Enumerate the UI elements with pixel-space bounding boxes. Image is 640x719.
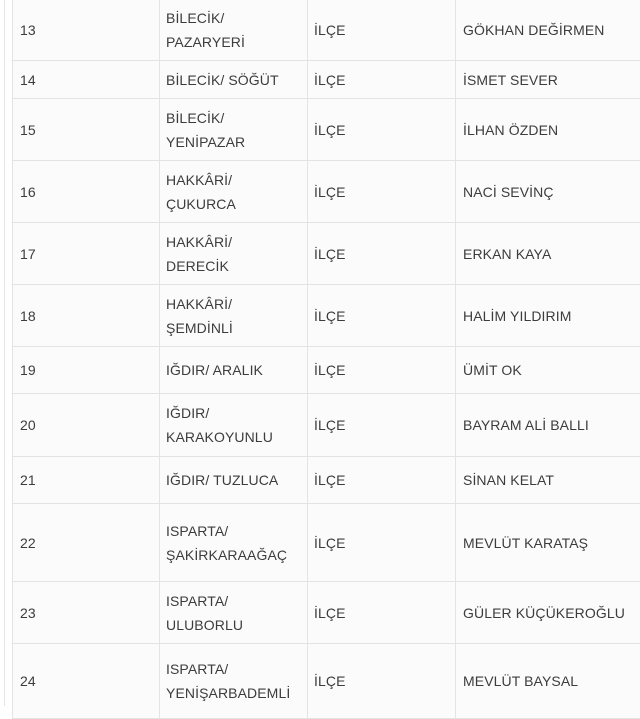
type-cell: İLÇE — [308, 99, 456, 161]
table-row — [13, 223, 640, 285]
candidate-name: GÜLER KÜÇÜKEROĞLU — [456, 582, 640, 644]
candidate-name: GÖKHAN DEĞİRMEN — [456, 0, 640, 61]
location-cell — [160, 457, 308, 504]
table-row — [13, 285, 640, 347]
type-cell: İLÇE — [308, 644, 456, 719]
row-number: 16 — [13, 161, 160, 223]
candidate-name: MEVLÜT BAYSAL — [456, 644, 640, 719]
row-number: 24 — [13, 644, 160, 719]
table-row — [13, 644, 640, 719]
candidate-name: İSMET SEVER — [456, 61, 640, 99]
row-number: 14 — [13, 61, 160, 99]
district: DERECİK — [166, 254, 299, 278]
province-district: BİLECİK/ SÖĞÜT — [166, 68, 299, 92]
candidate-table-container — [12, 0, 629, 719]
province-district: IĞDIR/ TUZLUCA — [166, 468, 299, 492]
location-cell — [160, 504, 308, 582]
row-number: 17 — [13, 223, 160, 285]
location-cell — [160, 285, 308, 347]
candidate-table — [12, 0, 640, 719]
candidate-name: ÜMİT OK — [456, 347, 640, 394]
province-district: IĞDIR/ ARALIK — [166, 358, 299, 382]
location-cell — [160, 99, 308, 161]
table-row — [13, 394, 640, 457]
province: IĞDIR/ — [166, 401, 299, 425]
type-cell: İLÇE — [308, 0, 456, 61]
district: ŞEMDİNLİ — [166, 316, 299, 340]
row-number: 18 — [13, 285, 160, 347]
location-cell — [160, 582, 308, 644]
district: ULUBORLU — [166, 613, 299, 637]
table-row — [13, 457, 640, 504]
location-cell — [160, 0, 308, 61]
table-row — [13, 99, 640, 161]
candidate-name: SİNAN KELAT — [456, 457, 640, 504]
type-cell: İLÇE — [308, 223, 456, 285]
type-cell: İLÇE — [308, 457, 456, 504]
province: HAKKÂRİ/ — [166, 168, 299, 192]
table-row — [13, 347, 640, 394]
province: HAKKÂRİ/ — [166, 230, 299, 254]
location-cell — [160, 61, 308, 99]
province: BİLECİK/ — [166, 106, 299, 130]
page-edge-line-left — [4, 0, 5, 706]
row-number: 13 — [13, 0, 160, 61]
type-cell: İLÇE — [308, 61, 456, 99]
district: PAZARYERİ — [166, 30, 299, 54]
type-cell: İLÇE — [308, 504, 456, 582]
province: HAKKÂRİ/ — [166, 292, 299, 316]
candidate-name: ERKAN KAYA — [456, 223, 640, 285]
district: YENİŞARBADEMLİ — [166, 681, 299, 705]
district: KARAKOYUNLU — [166, 425, 299, 449]
candidate-name: İLHAN ÖZDEN — [456, 99, 640, 161]
row-number: 21 — [13, 457, 160, 504]
table-row — [13, 161, 640, 223]
candidate-name: NACİ SEVİNÇ — [456, 161, 640, 223]
candidate-name: HALİM YILDIRIM — [456, 285, 640, 347]
district: YENİPAZAR — [166, 130, 299, 154]
table-row — [13, 582, 640, 644]
type-cell: İLÇE — [308, 582, 456, 644]
location-cell — [160, 394, 308, 457]
type-cell: İLÇE — [308, 394, 456, 457]
province: ISPARTA/ — [166, 589, 299, 613]
location-cell — [160, 644, 308, 719]
row-number: 22 — [13, 504, 160, 582]
type-cell: İLÇE — [308, 285, 456, 347]
type-cell: İLÇE — [308, 347, 456, 394]
row-number: 19 — [13, 347, 160, 394]
row-number: 23 — [13, 582, 160, 644]
row-number: 15 — [13, 99, 160, 161]
type-cell: İLÇE — [308, 161, 456, 223]
candidate-name: BAYRAM ALİ BALLI — [456, 394, 640, 457]
location-cell — [160, 161, 308, 223]
location-cell — [160, 347, 308, 394]
table-row — [13, 61, 640, 99]
candidate-name: MEVLÜT KARATAŞ — [456, 504, 640, 582]
province: BİLECİK/ — [166, 6, 299, 30]
province: ISPARTA/ — [166, 519, 299, 543]
location-cell — [160, 223, 308, 285]
district: ŞAKİRKARAAĞAÇ — [166, 543, 299, 567]
table-row — [13, 0, 640, 61]
province: ISPARTA/ — [166, 657, 299, 681]
row-number: 20 — [13, 394, 160, 457]
district: ÇUKURCA — [166, 192, 299, 216]
table-row — [13, 504, 640, 582]
